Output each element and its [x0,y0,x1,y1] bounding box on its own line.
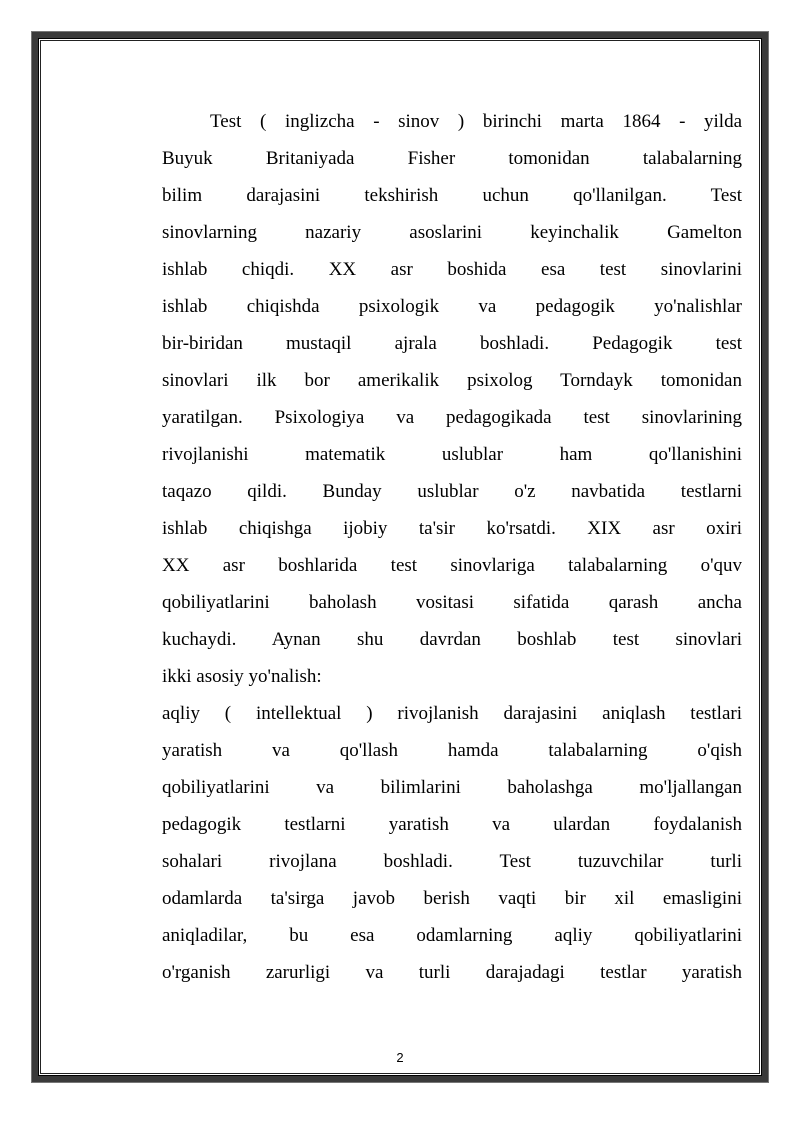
text-line: yaratish va qo'llash hamda talabalarning o'qish [162,740,742,761]
text-line: bilim darajasini tekshirish uchun qo'llanilgan. Test [162,185,742,206]
text-line: rivojlanishi matematik uslublar ham qo'llanishini [162,444,742,465]
text-line: o'rganish zarurligi va turli darajadagi testlar yaratish [162,962,742,983]
text-line: qobiliyatlarini va bilimlarini baholashga mo'ljallangan [162,777,742,798]
text-line: sinovlari ilk bor amerikalik psixolog Torndayk tomonidan [162,370,742,391]
text-line: bir-biridan mustaqil ajrala boshladi. Pedagogik test [162,333,742,354]
text-line: qobiliyatlarini baholash vositasi sifatida qarash ancha [162,592,742,613]
text-line: ishlab chiqdi. XX asr boshida esa test sinovlarini [162,259,742,280]
text-line: yaratilgan. Psixologiya va pedagogikada test sinovlarining [162,407,742,428]
text-line: XX asr boshlarida test sinovlariga talabalarning o'quv [162,555,742,576]
text-line: pedagogik testlarni yaratish va ulardan foydalanish [162,814,742,835]
text-line: ishlab chiqishga ijobiy ta'sir ko'rsatdi. XIX asr oxiri [162,518,742,539]
text-line: ikki asosiy yo'nalish: [162,666,322,687]
document-body [162,103,742,991]
page-number: 2 [396,1050,404,1065]
text-line: Buyuk Britaniyada Fisher tomonidan talabalarning [162,148,742,169]
text-line: aniqladilar, bu esa odamlarning aqliy qobiliyatlarini [162,925,742,946]
text-line: aqliy ( intellektual ) rivojlanish darajasini aniqlash testlari [162,703,742,724]
text-line: Test ( inglizcha - sinov ) birinchi marta 1864 - yilda [210,111,742,132]
text-line: sohalari rivojlana boshladi. Test tuzuvchilar turli [162,851,742,872]
text-line: sinovlarning nazariy asoslarini keyinchalik Gamelton [162,222,742,243]
text-line: kuchaydi. Aynan shu davrdan boshlab test sinovlari [162,629,742,650]
text-line: odamlarda ta'sirga javob berish vaqti bir xil emasligini [162,888,742,909]
text-line: ishlab chiqishda psixologik va pedagogik yo'nalishlar [162,296,742,317]
text-line: taqazo qildi. Bunday uslublar o'z navbatida testlarni [162,481,742,502]
